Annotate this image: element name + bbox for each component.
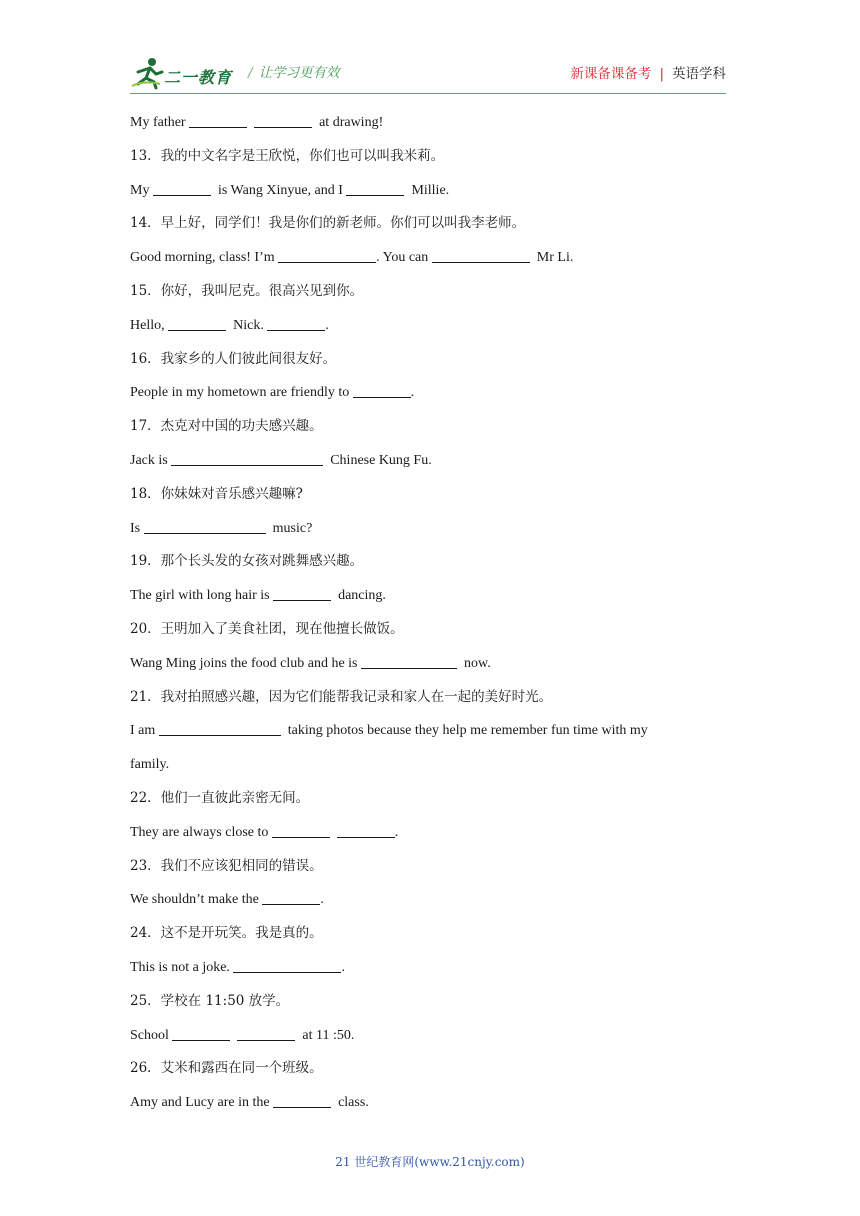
answer-blank[interactable] [262, 890, 320, 905]
line-text: 19．那个长头发的女孩对跳舞感兴趣。 [130, 553, 364, 570]
line-text [230, 1028, 237, 1043]
logo [130, 56, 242, 90]
question-prompt [130, 343, 726, 377]
answer-line [130, 1086, 726, 1120]
answer-blank[interactable] [171, 451, 323, 466]
header-divider [130, 93, 726, 94]
line-text: taking photos because they help me remember fun time with my [280, 723, 648, 739]
answer-blank[interactable] [361, 654, 457, 669]
line-text: . [341, 959, 345, 975]
line-text: School [130, 1027, 173, 1043]
line-text: Amy and Lucy are in the [130, 1095, 274, 1111]
line-text: 18．你妹妹对音乐感兴趣嘛? [130, 485, 303, 502]
answer-line [130, 512, 726, 546]
answer-line [130, 579, 726, 613]
question-prompt [130, 985, 726, 1019]
line-text: They are always close to [130, 824, 272, 840]
answer-blank[interactable] [168, 316, 226, 331]
answer-blank[interactable] [267, 316, 325, 331]
line-text: Chinese Kung Fu. [323, 452, 432, 468]
line-text: 13．我的中文名字是王欣悦，你们也可以叫我米莉。 [130, 147, 445, 164]
line-text: dancing. [331, 588, 386, 604]
line-text: 20．王明加入了美食社团，现在他擅长做饭。 [130, 620, 404, 637]
answer-blank[interactable] [144, 519, 266, 534]
question-prompt [130, 545, 726, 579]
question-prompt [130, 275, 726, 309]
answer-blank[interactable] [278, 248, 376, 263]
answer-blank[interactable] [432, 248, 530, 263]
answer-blank[interactable] [159, 721, 281, 736]
answer-line [130, 174, 726, 208]
line-text: Mr Li. [529, 250, 574, 266]
answer-line [130, 816, 726, 850]
slogan-text: 让学习更有效 [258, 65, 340, 81]
answer-line [130, 444, 726, 478]
line-text: . [394, 824, 399, 840]
answer-line [130, 1019, 726, 1053]
question-prompt [130, 782, 726, 816]
answer-line [130, 106, 726, 140]
line-text: Millie. [404, 182, 450, 198]
line-text: Hello, [130, 317, 169, 333]
answer-line [130, 241, 726, 275]
answer-blank[interactable] [172, 1026, 230, 1041]
answer-blank[interactable] [353, 383, 411, 398]
answer-blank[interactable] [273, 1093, 331, 1108]
line-text: class. [331, 1095, 369, 1111]
line-text: 24．这不是开玩笑。我是真的。 [130, 925, 323, 942]
answer-blank[interactable] [233, 958, 341, 973]
line-text: Nick. [226, 317, 268, 333]
line-text: music? [265, 520, 313, 536]
answer-blank[interactable] [273, 586, 331, 601]
line-text: The girl with long hair is [130, 588, 274, 604]
page-header [130, 52, 726, 94]
line-text: I am [130, 723, 159, 739]
header-subject-label: 英语学科 [672, 66, 726, 82]
answer-line [130, 647, 726, 681]
question-prompt [130, 917, 726, 951]
question-prompt [130, 410, 726, 444]
answer-line [130, 376, 726, 410]
line-text [247, 115, 254, 130]
line-text: at 11 :50. [295, 1027, 355, 1043]
line-text: My [130, 182, 153, 198]
answer-blank[interactable] [272, 823, 330, 838]
question-prompt [130, 850, 726, 884]
line-text: 22．他们一直彼此亲密无间。 [130, 789, 310, 806]
line-text: People in my hometown are friendly to [130, 385, 353, 401]
line-text: 17．杰克对中国的功夫感兴趣。 [130, 418, 323, 435]
line-text: 21．我对拍照感兴趣，因为它们能帮我记录和家人在一起的美好时光。 [130, 688, 553, 705]
question-prompt [130, 613, 726, 647]
line-text: . [410, 385, 415, 401]
exercise-content [130, 106, 726, 1120]
question-prompt [130, 1052, 726, 1086]
line-text: family. [130, 757, 170, 773]
runner-logo-icon [130, 56, 166, 90]
line-text: Good morning, class! I’m [130, 250, 279, 266]
answer-blank[interactable] [254, 113, 312, 128]
answer-line [130, 883, 726, 917]
line-text: 23．我们不应该犯相同的错误。 [130, 857, 323, 874]
line-text: This is not a joke. [130, 959, 234, 975]
line-text: now. [457, 655, 491, 671]
line-text: 15．你好，我叫尼克。很高兴见到你。 [130, 282, 364, 299]
answer-line [130, 951, 726, 985]
line-text: . You can [376, 250, 432, 266]
question-prompt [130, 207, 726, 241]
answer-blank[interactable] [346, 181, 404, 196]
line-text: . [325, 317, 329, 333]
answer-line [130, 714, 726, 748]
answer-blank[interactable] [337, 823, 395, 838]
slogan: / 让学习更有效 [248, 65, 340, 81]
line-text: is Wang Xinyue, and I [210, 182, 347, 198]
answer-line [130, 748, 726, 782]
logo-text: 二一教育 [164, 68, 233, 87]
line-text: Is [130, 520, 144, 536]
line-text: at drawing! [312, 115, 384, 130]
line-text: We shouldn’t make the [130, 892, 263, 908]
question-prompt [130, 478, 726, 512]
page-footer: 21 世纪教育网(www.21cnjy.com) [335, 1155, 525, 1169]
header-subject: 新课备课备考 | 英语学科 [570, 66, 726, 82]
answer-blank[interactable] [189, 113, 247, 128]
line-text: Wang Ming joins the food club and he is [130, 655, 362, 671]
answer-line [130, 309, 726, 343]
answer-blank[interactable] [237, 1026, 295, 1041]
line-text: 14．早上好，同学们！我是你们的新老师。你们可以叫我李老师。 [130, 215, 526, 232]
header-course-label: 新课备课备考 [570, 66, 652, 82]
line-text: Jack is [130, 452, 172, 468]
line-text: 26．艾米和露西在同一个班级。 [130, 1060, 323, 1077]
line-text: 25．学校在 11:50 放学。 [130, 992, 290, 1009]
line-text: My father [130, 115, 190, 130]
line-text [330, 825, 337, 840]
line-text: 16．我家乡的人们彼此间很友好。 [130, 350, 337, 367]
question-prompt [130, 681, 726, 715]
line-text: . [320, 892, 324, 908]
answer-blank[interactable] [153, 181, 211, 196]
question-prompt [130, 140, 726, 174]
